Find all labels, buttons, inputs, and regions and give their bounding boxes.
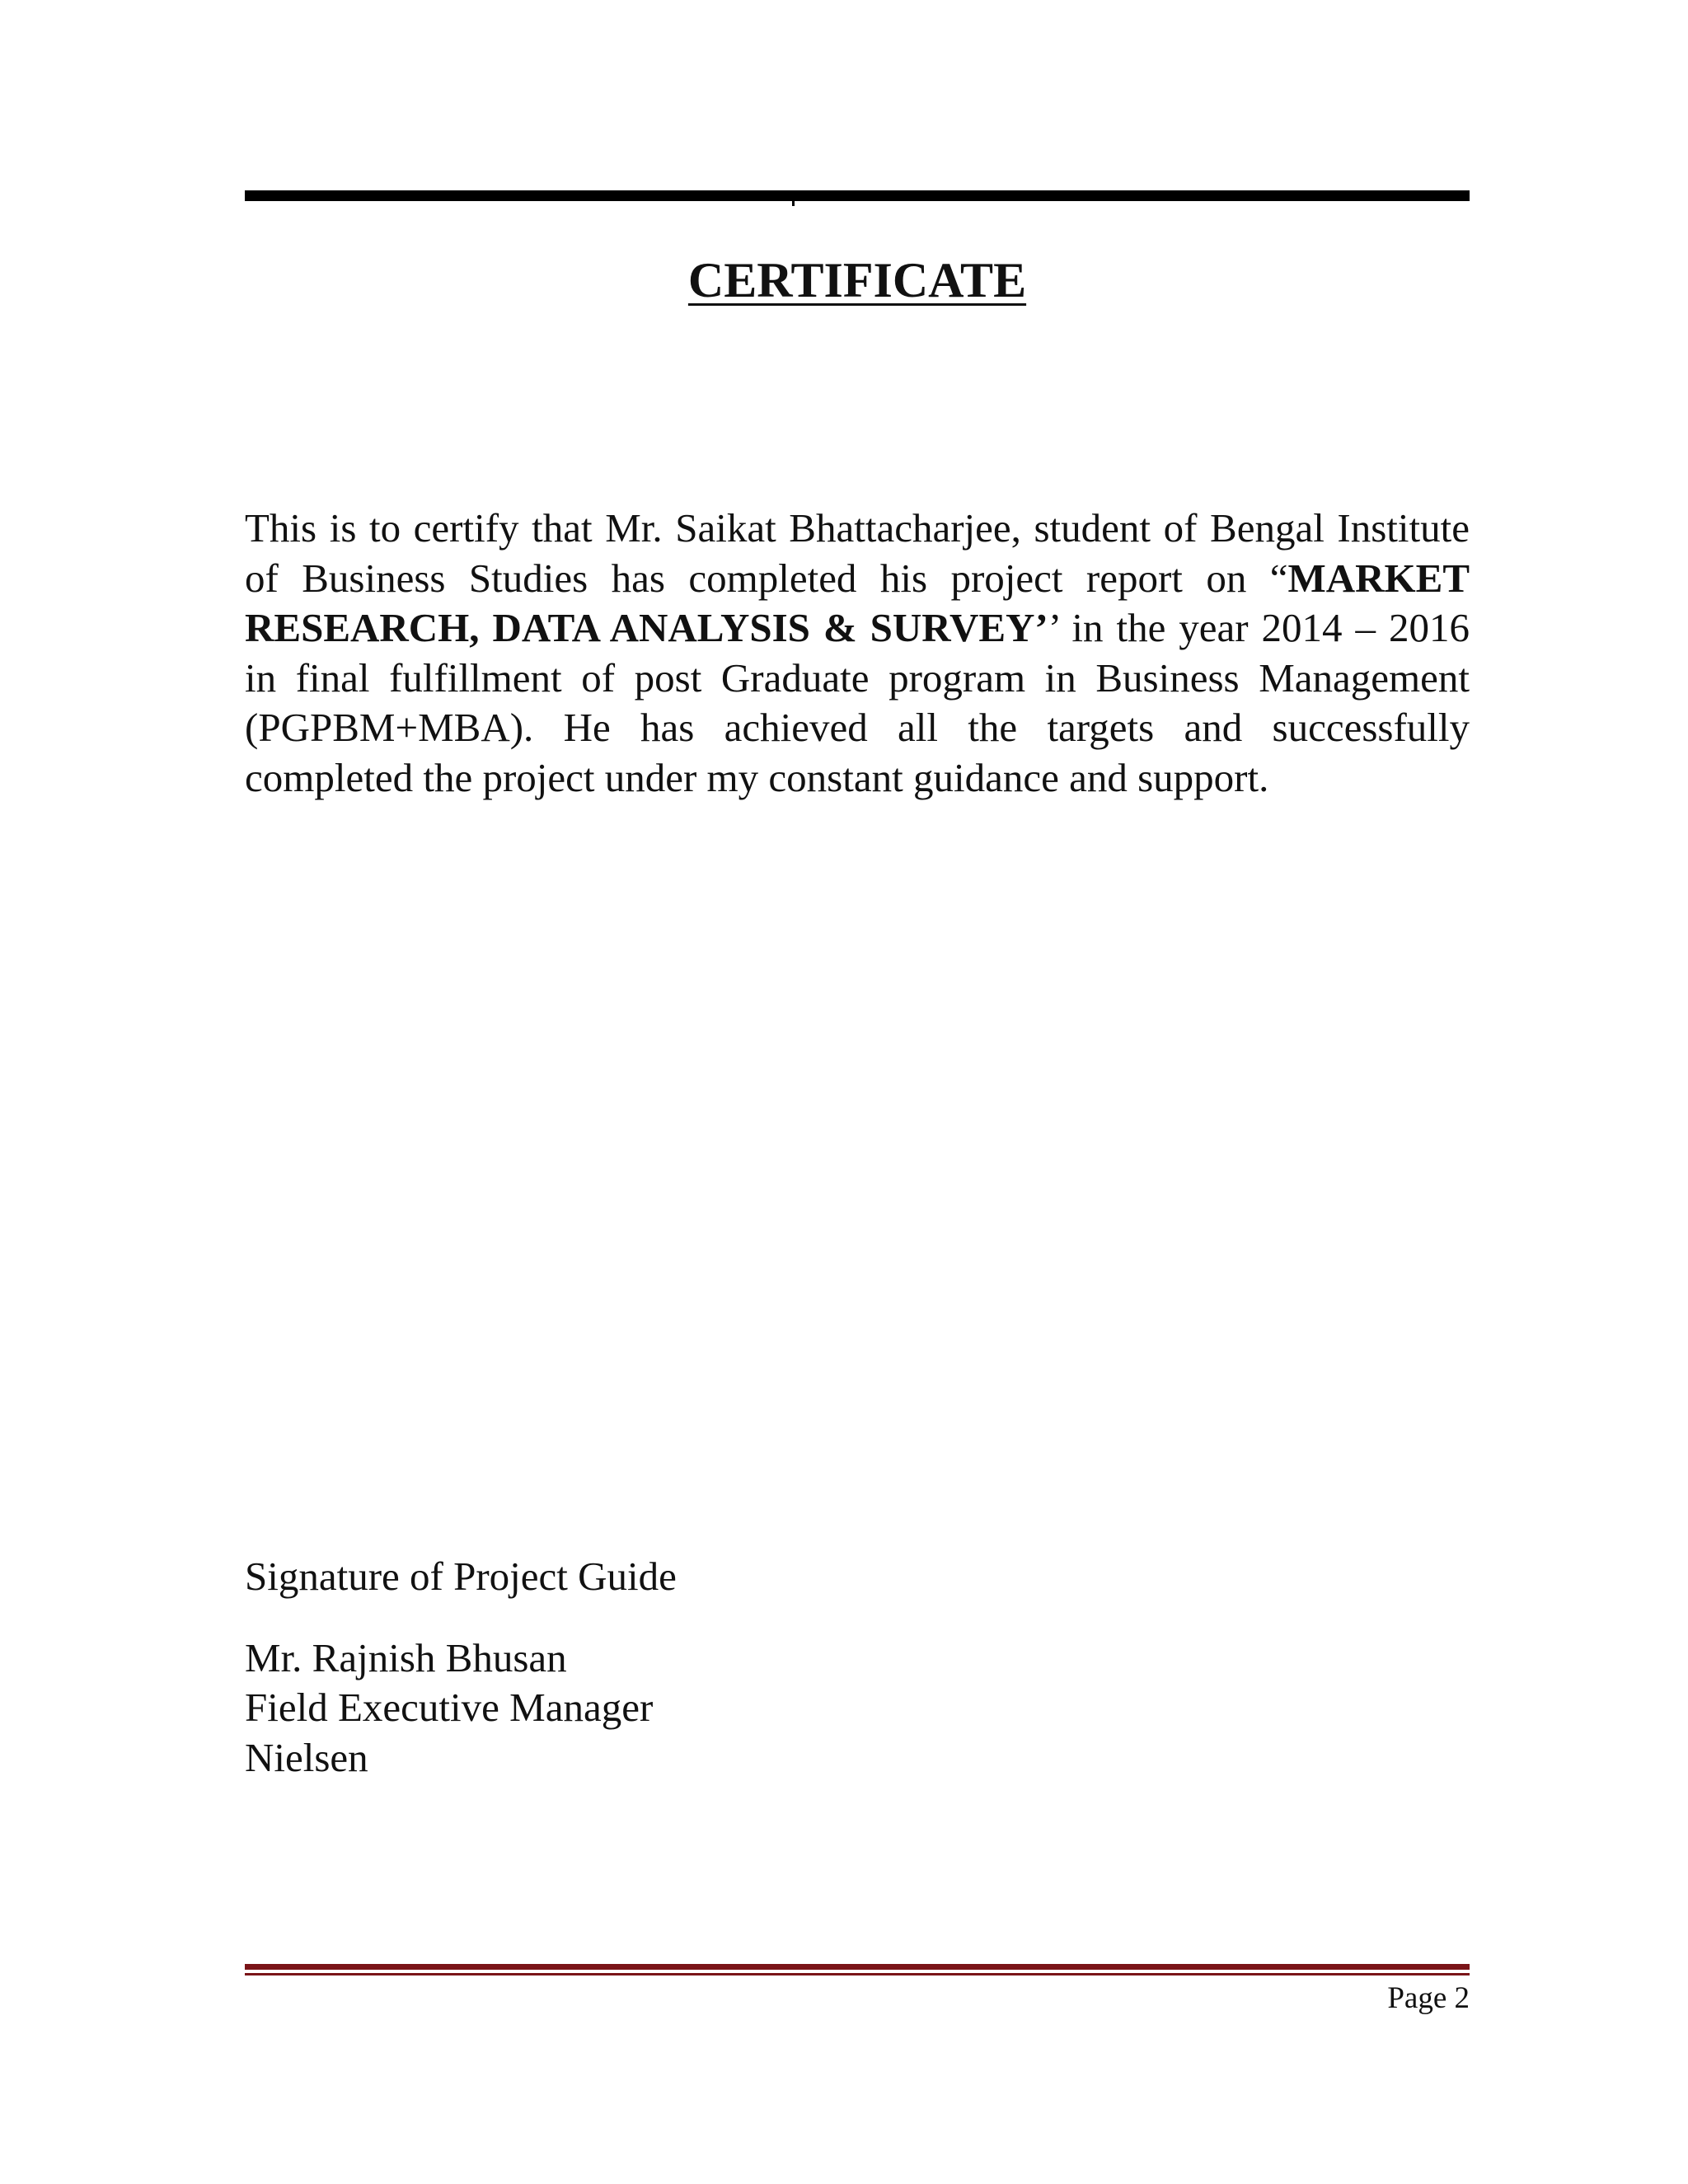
certificate-intro: This is to certify that Mr. Saikat Bhattacharjee, student of Bengal Institute of Business Studies has completed his project report on [245,505,1470,601]
header-rule-mark [792,201,795,206]
close-quote: ’ [1048,605,1059,650]
footer-rule-thick [245,1964,1470,1970]
guide-name: Mr. Rajnish Bhusan [245,1634,567,1680]
footer-rule-thin [245,1973,1470,1975]
signature-block [245,1552,1151,1783]
page-title: CERTIFICATE [687,253,1027,307]
open-quote: “ [1269,555,1288,601]
guide-designation: Field Executive Manager [245,1685,654,1730]
project-title: MARKET RESEARCH, DATA ANALYSIS & SURVEY’ [245,555,1470,650]
signature-label: Signature of Project Guide [245,1554,677,1599]
signature-gap [245,1602,1151,1633]
guide-organization: Nielsen [245,1734,368,1780]
header-rule [245,190,1470,201]
certificate-rest: in the year 2014 – 2016 in final fulfillment of post Graduate program in Business Management (PGPBM+MBA). He has achieved all the targets and successfully completed the project under my constant guidance and support. [245,605,1470,800]
page-number: Page 2 [1387,1981,1470,2015]
certificate-body [245,504,1470,803]
